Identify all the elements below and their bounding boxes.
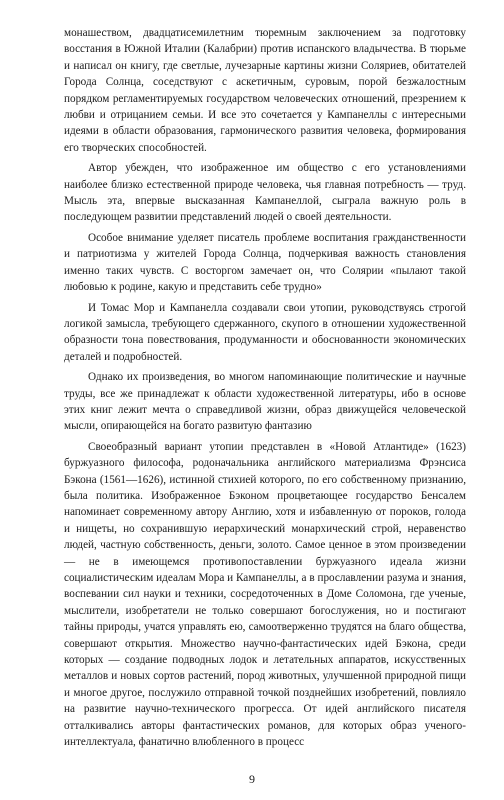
paragraph-3: Особое внимание уделяет писатель проблеме воспитания гражданственности и патриотизма у жителей Города Солнца, подчеркивая важность становления именно таких чувств. С восторгом замечает он, что Солярии «пылают такой любовью к родине, какую и представить себе трудно» xyxy=(64,231,466,294)
paragraph-1: монашеством, двадцатисемилетним тюремным заключением за подготовку восстания в Южной Италии (Калабрии) против испанского владычества. В тюрьме и написал он книгу, где светлые, лучезарные картины жизни Соляриев, обитателей Города Солнца, соседствуют с аскетичным, суровым, порой безжалостным порядком регламентируемых государством человеческих отношений, презрением к любви и отрицанием семьи. И все это сочетается у Кампанеллы с интересными идеями в области образования, гармонического развития человека, формирования его творческих способностей. xyxy=(64,27,466,154)
body-text xyxy=(64,25,466,754)
paragraph-2: Автор убежден, что изображенное им общество с его установлениями наиболее близко естественной природе человека, чья главная потребность — труд. Мысль эта, впервые высказанная Кампанеллой, сыграла важную роль в последующем развитии представлений людей о своей деятельности. xyxy=(64,162,466,224)
paragraph-4: И Томас Мор и Кампанелла создавали свои утопии, руководствуясь строгой логикой замысла, требующего сдержанного, скупого в отношении художественной образности тона повествования, продуманности и обоснованности экономических деталей и подробностей. xyxy=(64,301,466,363)
page-number: 9 xyxy=(249,772,255,786)
paragraph-6: Своеобразный вариант утопии представлен в «Новой Атлантиде» (1623) буржуазного философа, родоначальника английского материализма Фрэнсиса Бэкона (1561—1626), истинной стихией которого, по его собственному признанию, была политика. Изображенное Бэконом процветающее государство Бенсалем напоминает современному автору Англию, хотя и избавленную от пороков, голода и нищеты, но сохранившую иерархический монархический строй, неравенство людей, частную собственность, деньги, золото. Самое ценное в этом произведении — не в имеющемся противопоставлении буржуазного идеала жизни социалистическим идеалам Мора и Кампанеллы, а в прославлении разума и знания, воспевании сил науки и техники, сосредоточенных в Доме Соломона, где ученые, мыслители, изобретатели не только совершают богослужения, но и постигают тайны природы, учатся управлять ею, самоотверженно трудятся на благо общества, совершают открытия. Множество научно-фантастических идей Бэкона, среди которых — создание подводных лодок и летательных аппаратов, искусственных металлов и новых сортов растений, пород животных, улучшенной природной пищи и многое другое, послужило отправной точкой позднейших изобретений, повлияло на развитие научно-технического прогресса. От идей английского писателя отталкивались авторы фантастических романов, для которых образ ученого-интеллектуала, фанатично влюбленного в процесс xyxy=(64,440,466,749)
paragraph-5: Однако их произведения, во многом напоминающие политические и научные труды, все же принадлежат к области художественной литературы, ибо в основе этих книг лежит мечта о справедливой жизни, образ движущейся человеческой мысли, опирающейся на богато развитую фантазию xyxy=(64,371,466,433)
